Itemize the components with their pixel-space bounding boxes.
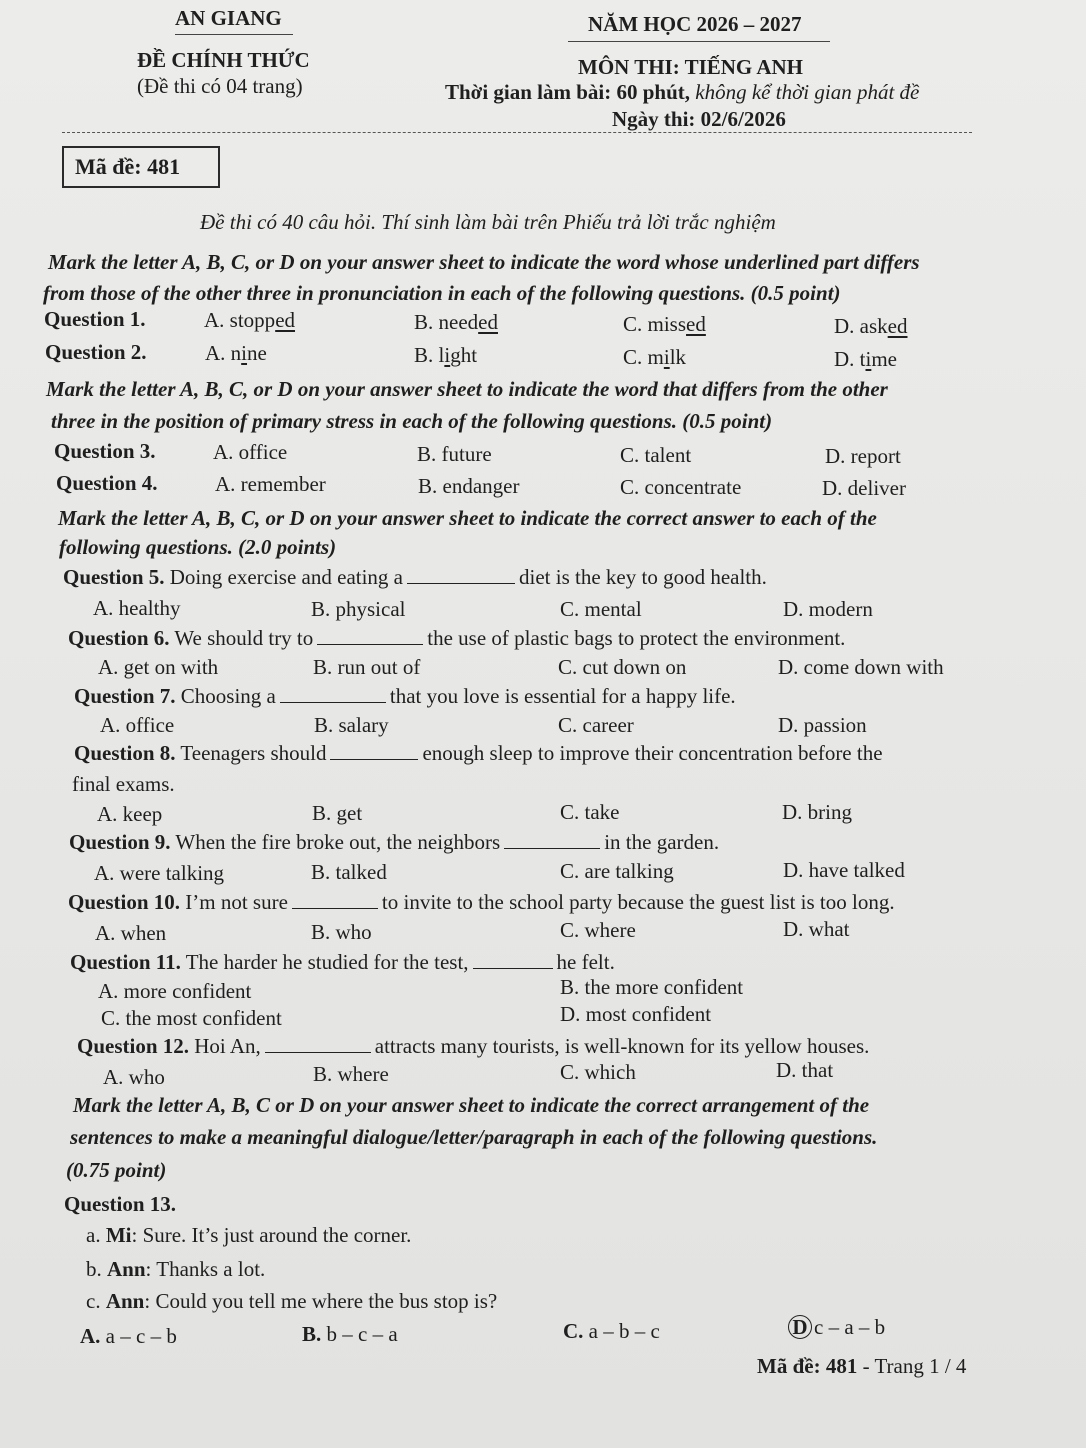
q8-stem-continued: final exams.	[72, 772, 175, 796]
section-3-line-1: Mark the letter A, B, C, or D on your answer sheet to indicate the correct answer to each of the	[58, 506, 877, 530]
q3-option-a: A. office	[213, 440, 288, 464]
q11-stem: Question 11. The harder he studied for the test, he felt.	[70, 950, 615, 974]
exam-time-note: không kể thời gian phát đề	[695, 80, 920, 104]
q13-option-c: C. a – b – c	[563, 1319, 660, 1343]
q7-option-c: C. career	[558, 713, 634, 737]
q9-option-d: D. have talked	[783, 858, 905, 882]
q13-option-a: A. a – c – b	[80, 1324, 177, 1348]
province-name: AN GIANG	[175, 6, 282, 30]
q2-option-a: A. nine	[205, 341, 267, 365]
q3-label: Question 3.	[54, 439, 156, 463]
q5-option-c: C. mental	[560, 597, 642, 621]
q7-stem: Question 7. Choosing a that you love is essential for a happy life.	[74, 684, 736, 708]
q4-option-c: C. concentrate	[620, 475, 742, 499]
q9-option-b: B. talked	[311, 860, 387, 884]
q5-option-d: D. modern	[783, 597, 873, 621]
header-underline-left	[175, 34, 293, 35]
q10-option-a: A. when	[95, 921, 167, 945]
q13-line-b: b. Ann: Thanks a lot.	[86, 1257, 266, 1281]
q10-option-d: D. what	[783, 917, 850, 941]
official-exam-label: ĐỀ CHÍNH THỨC	[137, 48, 310, 72]
circled-answer-mark: D	[788, 1315, 812, 1339]
q11-option-b: B. the more confident	[560, 975, 744, 999]
q8-stem: Question 8. Teenagers should enough sleep to improve their concentration before the	[74, 741, 883, 765]
q13-option-d: D c – a – b	[788, 1315, 885, 1340]
section-4-points: (0.75 point)	[66, 1158, 167, 1182]
q11-option-d: D. most confident	[560, 1002, 712, 1026]
section-1-line-2: from those of the other three in pronunciation in each of the following questions. (0.5 point)	[43, 281, 841, 305]
q5-option-b: B. physical	[311, 597, 406, 621]
divider-line	[62, 132, 972, 133]
section-4-line-1: Mark the letter A, B, C or D on your answer sheet to indicate the correct arrangement of the	[73, 1093, 870, 1117]
q8-option-c: C. take	[560, 800, 620, 824]
q1-option-c: C. missed	[623, 312, 706, 336]
q10-option-c: C. where	[560, 918, 636, 942]
q7-option-a: A. office	[100, 713, 175, 737]
q11-option-a: A. more confident	[98, 979, 252, 1003]
q2-label: Question 2.	[45, 340, 147, 364]
header-underline-right	[568, 41, 830, 42]
q3-option-d: D. report	[825, 444, 901, 468]
q6-option-a: A. get on with	[98, 655, 219, 679]
q3-option-b: B. future	[417, 442, 492, 466]
exam-code: Mã đề: 481	[75, 154, 181, 179]
page-footer: Mã đề: 481 - Trang 1 / 4	[757, 1354, 967, 1378]
exam-time-main: Thời gian làm bài: 60 phút,	[445, 80, 696, 104]
q6-option-d: D. come down with	[778, 655, 944, 679]
q5-stem: Question 5. Doing exercise and eating a diet is the key to good health.	[63, 565, 767, 589]
q2-option-d: D. time	[834, 347, 897, 371]
q6-option-c: C. cut down on	[558, 655, 687, 679]
q8-option-a: A. keep	[97, 802, 163, 826]
q13-line-a: a. Mi: Sure. It’s just around the corner.	[86, 1223, 412, 1247]
q4-label: Question 4.	[56, 471, 158, 495]
q9-option-c: C. are talking	[560, 859, 674, 883]
q12-option-b: B. where	[313, 1062, 389, 1086]
q13-line-c: c. Ann: Could you tell me where the bus stop is?	[86, 1289, 498, 1313]
q12-option-c: C. which	[560, 1060, 636, 1084]
section-2-line-2: three in the position of primary stress in each of the following questions. (0.5 point)	[51, 409, 773, 433]
q1-option-d: D. asked	[834, 314, 908, 338]
q9-stem: Question 9. When the fire broke out, the neighbors in the garden.	[69, 830, 720, 854]
q10-option-b: B. who	[311, 920, 372, 944]
q12-option-d: D. that	[776, 1058, 834, 1082]
q7-option-b: B. salary	[314, 713, 389, 737]
section-2-line-1: Mark the letter A, B, C, or D on your answer sheet to indicate the word that differs from the other	[46, 377, 888, 401]
exam-time	[445, 80, 919, 105]
q4-option-d: D. deliver	[822, 476, 906, 500]
subject-title: MÔN THI: TIẾNG ANH	[578, 55, 804, 79]
q5-option-a: A. healthy	[93, 596, 181, 620]
section-1-line-1: Mark the letter A, B, C, or D on your answer sheet to indicate the word whose underlined part differs	[48, 250, 920, 274]
q1-label: Question 1.	[44, 307, 146, 331]
q6-stem: Question 6. We should try to the use of plastic bags to protect the environment.	[68, 626, 846, 650]
q9-option-a: A. were talking	[94, 861, 225, 885]
q13-option-b: B. b – c – a	[302, 1322, 398, 1346]
section-4-line-2: sentences to make a meaningful dialogue/letter/paragraph in each of the following questions.	[70, 1125, 878, 1149]
q1-option-a: A. stopped	[204, 308, 296, 332]
q13-label: Question 13.	[64, 1192, 177, 1216]
exam-date: Ngày thi: 02/6/2026	[612, 107, 786, 131]
q4-option-a: A. remember	[215, 472, 326, 496]
q12-stem: Question 12. Hoi An, attracts many tourists, is well-known for its yellow houses.	[77, 1034, 870, 1058]
q11-option-c: C. the most confident	[101, 1006, 282, 1030]
q3-option-c: C. talent	[620, 443, 692, 467]
q2-option-b: B. light	[414, 343, 478, 367]
q12-option-a: A. who	[103, 1065, 165, 1089]
q10-stem: Question 10. I’m not sure to invite to the school party because the guest list is too long.	[68, 890, 895, 914]
q6-option-b: B. run out of	[313, 655, 421, 679]
page-count-note: (Đề thi có 04 trang)	[137, 74, 303, 98]
q2-option-c: C. milk	[623, 345, 687, 369]
q4-option-b: B. endanger	[418, 474, 520, 498]
q7-option-d: D. passion	[778, 713, 867, 737]
exam-instruction: Đề thi có 40 câu hỏi. Thí sinh làm bài trên Phiếu trả lời trắc nghiệm	[200, 210, 776, 234]
q8-option-b: B. get	[312, 801, 363, 825]
q8-option-d: D. bring	[782, 800, 852, 824]
section-3-line-2: following questions. (2.0 points)	[59, 535, 337, 559]
school-year: NĂM HỌC 2026 – 2027	[588, 12, 802, 36]
q1-option-b: B. needed	[414, 310, 498, 334]
